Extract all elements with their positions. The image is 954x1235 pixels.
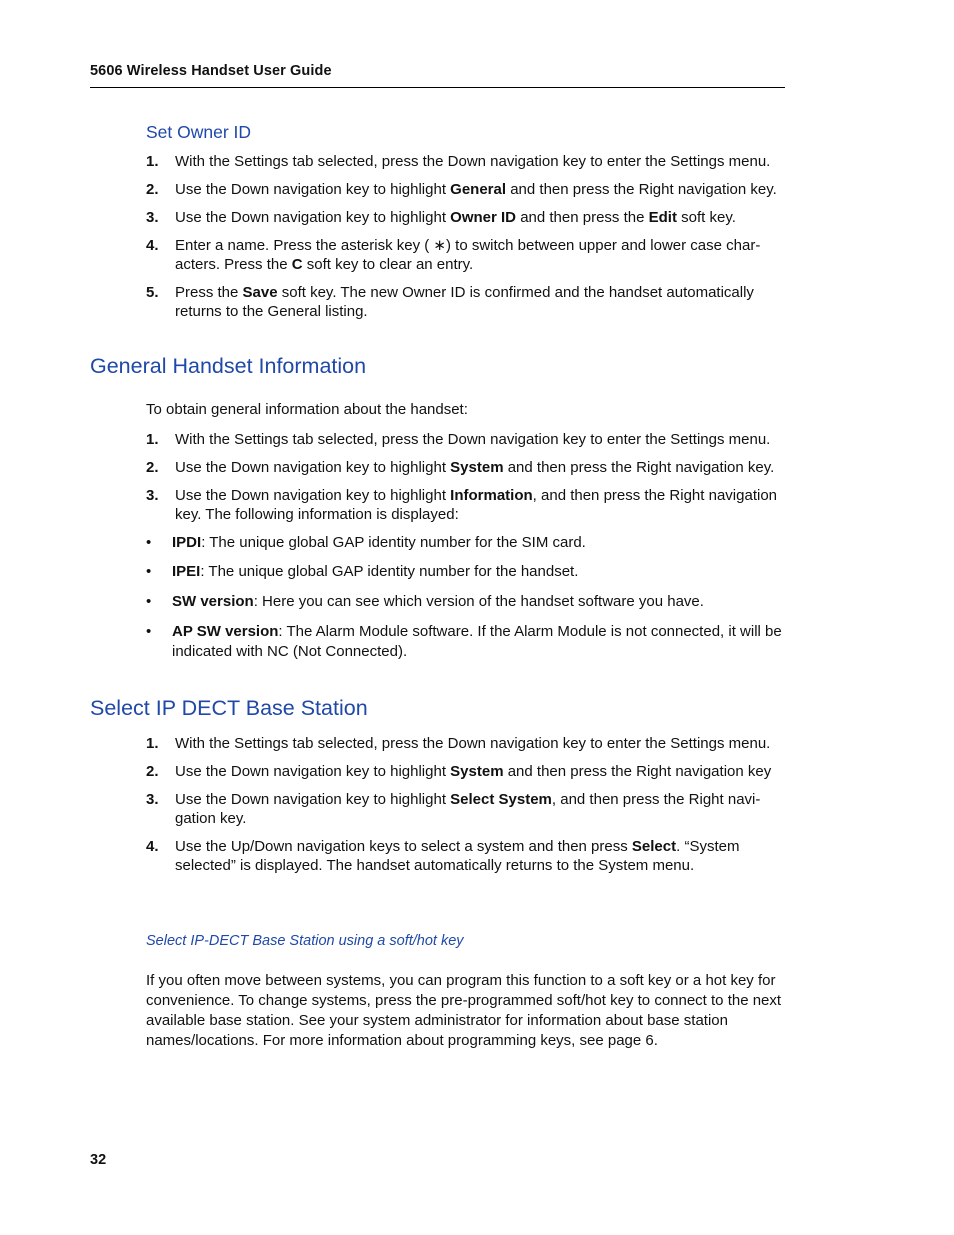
heading-softkey-base-station: Select IP-DECT Base Station using a soft/hot key <box>146 933 464 949</box>
step-number: 3. <box>146 209 159 226</box>
step-text: and then press the Right navigation key. <box>503 459 775 476</box>
step-number: 3. <box>146 791 159 808</box>
step-keyword: Select <box>631 838 677 855</box>
step-text: , and then press the Right navigation key. The following information is displayed: <box>175 487 778 523</box>
step-number: 4. <box>146 838 159 855</box>
bullet-mark: • <box>146 534 152 551</box>
step-text: and then press the <box>516 209 649 226</box>
bullet-mark: • <box>146 563 152 580</box>
step-number: 2. <box>146 763 159 780</box>
bullet-term: AP SW version <box>172 623 279 640</box>
step-keyword: General <box>450 181 507 198</box>
step-text: Use the Up/Down navigation keys to select a system and then press <box>175 838 632 855</box>
step-text: Use the Down navigation key to highlight <box>175 459 451 476</box>
step-keyword: Select System <box>450 791 552 808</box>
step <box>146 762 791 781</box>
step-text: and then press the Right navigation key <box>503 763 772 780</box>
bullet-mark: • <box>146 623 152 640</box>
step <box>146 790 791 828</box>
step-number: 3. <box>146 487 159 504</box>
step-text: . “System selected” is displayed. The handset automatically returns to the System menu. <box>175 838 740 874</box>
step <box>146 837 791 875</box>
step <box>146 458 791 477</box>
step <box>146 486 791 524</box>
select-ip-steps <box>146 734 791 875</box>
bullet-text: : The Alarm Module software. If the Alarm Module is not connected, it will be indicated with NC (Not Connected). <box>172 623 782 660</box>
bullet-term: SW version <box>172 593 254 610</box>
step <box>146 283 791 321</box>
step-number: 1. <box>146 431 159 448</box>
set-owner-steps <box>146 152 791 321</box>
step <box>146 236 791 274</box>
heading-set-owner-id: Set Owner ID <box>146 122 252 142</box>
bullet-text: : The unique global GAP identity number for the SIM card. <box>201 534 586 551</box>
bullet-term: IPEI <box>172 563 201 580</box>
step-number: 1. <box>146 735 159 752</box>
step-text: Use the Down navigation key to highlight <box>175 791 451 808</box>
step-text: Use the Down navigation key to highlight <box>175 181 451 198</box>
step-number: 2. <box>146 181 159 198</box>
bullet-term: IPDI <box>172 534 202 551</box>
step <box>146 152 791 171</box>
step-text: soft key. The new Owner ID is confirmed and the handset automatically returns to the General listing. <box>175 284 754 320</box>
step <box>146 208 791 227</box>
bullet-text: : Here you can see which version of the handset software you have. <box>253 593 704 610</box>
softkey-paragraph: If you often move between systems, you can program this function to a soft key or a hot key for convenience. To change systems, press the pre-programmed soft/hot key to connect to the next available base station. See your system administrator for information about base station names/locations. For more information about programming keys, see page 6. <box>146 972 782 1049</box>
heading-general-handset-information: General Handset Information <box>90 354 367 378</box>
heading-select-ip-dect-base-station: Select IP DECT Base Station <box>90 696 368 720</box>
step-text: Press the <box>175 284 243 301</box>
bullet-mark: • <box>146 593 152 610</box>
step <box>146 734 791 753</box>
step-number: 2. <box>146 459 159 476</box>
running-header: 5606 Wireless Handset User Guide <box>90 63 785 88</box>
step <box>146 430 791 449</box>
step-text: Use the Down navigation key to highlight <box>175 487 451 504</box>
step-keyword: Save <box>242 284 278 301</box>
step-keyword: System <box>450 459 504 476</box>
step-text: Use the Down navigation key to highlight <box>175 763 451 780</box>
step-keyword: Edit <box>648 209 677 226</box>
step-keyword: Information <box>450 487 533 504</box>
step-number: 5. <box>146 284 159 301</box>
step-text: soft key to clear an entry. <box>302 256 474 273</box>
step-keyword: C <box>291 256 303 273</box>
general-steps <box>146 430 791 524</box>
step-text: With the Settings tab selected, press the Down navigation key to enter the Settings menu. <box>175 431 771 448</box>
list-item <box>146 592 791 611</box>
general-info-bullets <box>146 533 791 662</box>
step-text: With the Settings tab selected, press the Down navigation key to enter the Settings menu. <box>175 735 771 752</box>
step-text: Use the Down navigation key to highlight <box>175 209 451 226</box>
step-text: With the Settings tab selected, press the Down navigation key to enter the Settings menu. <box>175 153 771 170</box>
list-item <box>146 533 791 552</box>
list-item <box>146 562 791 581</box>
step <box>146 180 791 199</box>
page-number: 32 <box>90 1152 107 1168</box>
bullet-text: : The unique global GAP identity number for the handset. <box>200 563 579 580</box>
step-text: Enter a name. Press the asterisk key ( ∗) to switch between upper and lower case char-acters. Press the <box>175 237 761 273</box>
step-keyword: Owner ID <box>450 209 517 226</box>
step-keyword: System <box>450 763 504 780</box>
step-number: 4. <box>146 237 159 254</box>
step-number: 1. <box>146 153 159 170</box>
list-item <box>146 622 791 662</box>
step-text: , and then press the Right navi-gation key. <box>175 791 761 827</box>
general-intro: To obtain general information about the handset: <box>146 401 468 418</box>
step-text: soft key. <box>676 209 736 226</box>
step-text: and then press the Right navigation key. <box>506 181 777 198</box>
